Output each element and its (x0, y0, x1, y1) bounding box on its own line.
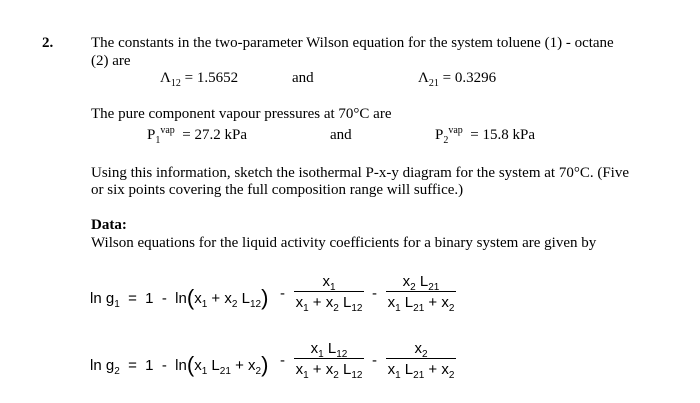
lambda21-value: $\Lambda_{21} = 0.3296$ (418, 70, 497, 89)
eq2-minus-2: - (372, 352, 377, 369)
intro-line-2: (2) are (91, 53, 131, 69)
eq1-lhs: $\ln g_1 = 1 - \ln(x_1 + x_2$ $L_{12}$) (90, 285, 269, 310)
vapour-pressure-intro: The pure component vapour pressures at 70°C are (91, 106, 392, 122)
data-description: Wilson equations for the liquid activity coefficients for a binary system are given by (91, 235, 597, 251)
and-1: and (292, 70, 314, 86)
eq2-fraction-1: $\frac{x_1 L_{12}}{x_1 + x_2 L_{12}}$ (295, 340, 363, 381)
task-line-1: Using this information, sketch the isothermal P-x-y diagram for the system at 70°C. (Five (91, 165, 629, 181)
task-line-2: or six points covering the full composition range will suffice.) (91, 182, 464, 198)
eq2-minus-1: - (280, 352, 285, 369)
intro-line-1: The constants in the two-parameter Wilson equation for the system toluene (1) - octane (91, 35, 614, 51)
data-heading: Data: (91, 217, 127, 233)
eq1-fraction-2: $\frac{x_2 L_{21}}{x_1 L_{21} + x_2}$ (387, 273, 455, 314)
eq1-minus-1: - (280, 285, 285, 302)
and-2: and (330, 127, 352, 143)
eq2-fraction-2: $\frac{x_2}{x_1 L_{21} + x_2}$ (387, 340, 455, 381)
p2-value: $P_2^{vap} = 15.8$ kPa (435, 125, 536, 146)
eq1-fraction-1: $\frac{x_1}{x_1 + x_2 L_{12}}$ (295, 273, 363, 314)
problem-number: 2. (42, 35, 54, 51)
p1-value: $P_1^{vap} = 27.2$ kPa (147, 125, 248, 146)
eq1-minus-2: - (372, 285, 377, 302)
eq2-lhs: $\ln g_2 = 1 - \ln(x_1$ $L_{21} + x_2$) (90, 352, 269, 377)
lambda12-value: $\Lambda_{12} = 1.5652$ (160, 70, 239, 89)
